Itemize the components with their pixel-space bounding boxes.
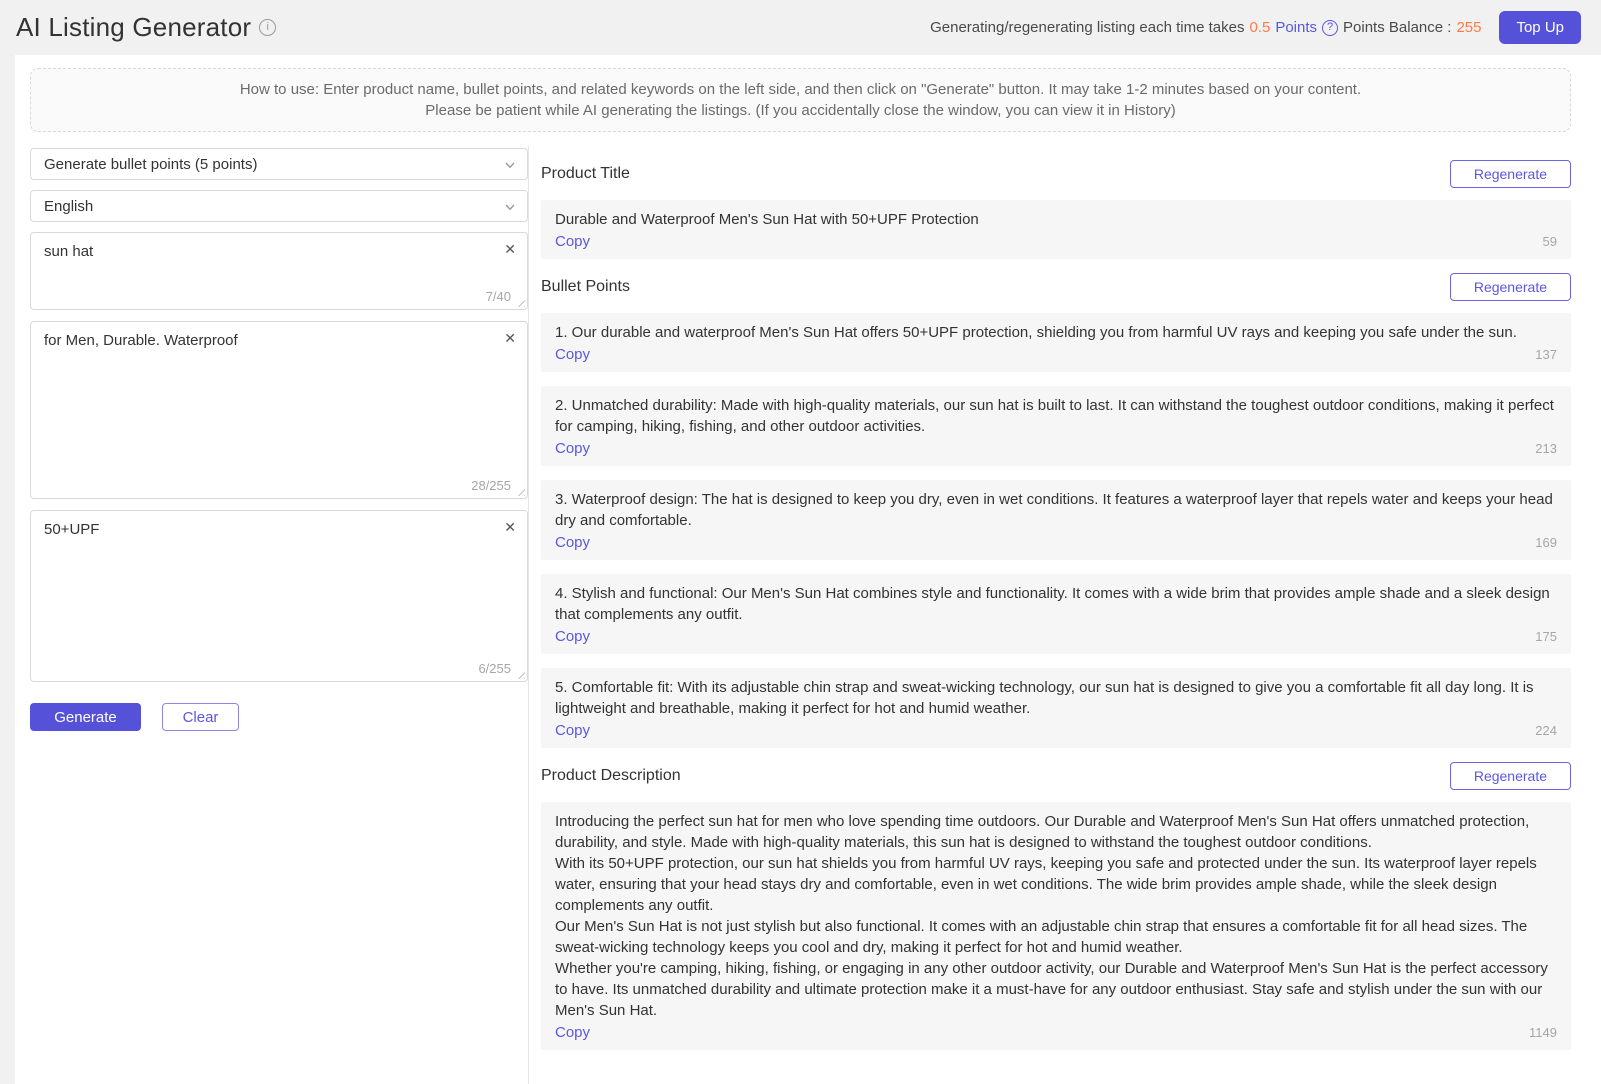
bullet-char-count: 224 — [1535, 723, 1557, 738]
results-panel — [528, 146, 1601, 1084]
char-counter: 28/255 — [471, 478, 511, 493]
points-cost-unit: Points — [1275, 19, 1318, 36]
language-select[interactable] — [30, 190, 528, 222]
bullet-char-count: 169 — [1535, 535, 1557, 550]
title-char-count: 59 — [1542, 234, 1557, 249]
product-name-input[interactable] — [31, 233, 527, 309]
copy-title-link[interactable]: Copy — [555, 233, 591, 250]
how-to-use-note — [30, 68, 1571, 132]
char-counter: 6/255 — [478, 661, 511, 676]
bullet-point-block — [541, 313, 1571, 372]
product-title-heading: Product Title — [541, 165, 630, 182]
top-up-button[interactable]: Top Up — [1499, 11, 1581, 44]
clear-button[interactable]: Clear — [162, 703, 239, 731]
clear-field-icon[interactable]: ✕ — [504, 241, 516, 257]
related-keywords-field — [30, 510, 528, 682]
regenerate-title-button[interactable]: Regenerate — [1450, 160, 1571, 188]
bullet-point-block — [541, 386, 1571, 466]
generation-type-select[interactable] — [30, 148, 528, 180]
generate-button[interactable]: Generate — [30, 703, 141, 731]
points-balance-value: 255 — [1456, 19, 1482, 36]
copy-bullet-link[interactable]: Copy — [555, 628, 591, 645]
bullet-char-count: 137 — [1535, 347, 1557, 362]
points-note — [930, 11, 1581, 44]
product-description-block — [541, 802, 1571, 1050]
points-balance-label: Points Balance : — [1343, 19, 1452, 36]
how-to-use-line2: Please be patient while AI generating the listings. (If you accidentally close the window, you can view it in History) — [425, 102, 1176, 119]
bullet-point-text: 1. Our durable and waterproof Men's Sun Hat offers 50+UPF protection, shielding you from harmful UV rays and keeping you safe under the sun. — [555, 324, 1517, 341]
product-title-block — [541, 200, 1571, 259]
bullet-keywords-input[interactable] — [31, 322, 527, 498]
generation-type-value: Generate bullet points (5 points) — [44, 155, 258, 173]
related-keywords-input[interactable] — [31, 511, 527, 681]
clear-field-icon[interactable]: ✕ — [504, 519, 516, 535]
points-note-text: Generating/regenerating listing each time takes — [930, 19, 1245, 36]
bullet-point-block — [541, 668, 1571, 748]
chevron-down-icon — [504, 201, 516, 213]
help-icon[interactable]: ? — [1322, 20, 1338, 36]
input-panel — [15, 146, 528, 1084]
copy-bullet-link[interactable]: Copy — [555, 440, 591, 457]
page-title: AI Listing Generator — [16, 12, 252, 42]
regenerate-bullets-button[interactable]: Regenerate — [1450, 273, 1571, 301]
info-icon[interactable]: i — [259, 19, 276, 36]
copy-bullet-link[interactable]: Copy — [555, 534, 591, 551]
bullet-point-block — [541, 480, 1571, 560]
bullet-keywords-field — [30, 321, 528, 499]
bullet-point-block — [541, 574, 1571, 654]
product-name-field — [30, 232, 528, 310]
bullet-point-text: 5. Comfortable fit: With its adjustable chin strap and sweat-wicking technology, our sun hat is designed to give you a comfortable fit all day long. It is lightweight and breathable, making it perfect for hot and humid weather. — [555, 679, 1534, 717]
bullet-point-text: 3. Waterproof design: The hat is designed to keep you dry, even in wet conditions. It features a waterproof layer that repels water and keeps your head dry and comfortable. — [555, 491, 1553, 529]
description-char-count: 1149 — [1529, 1025, 1557, 1040]
copy-bullet-link[interactable]: Copy — [555, 722, 591, 739]
product-title-text: Durable and Waterproof Men's Sun Hat with 50+UPF Protection — [555, 211, 979, 228]
top-bar — [0, 0, 1601, 55]
bullet-point-text: 2. Unmatched durability: Made with high-quality materials, our sun hat is built to last. It can withstand the toughest outdoor conditions, making it perfect for camping, hiking, fishing, and other outdoor activities. — [555, 397, 1554, 435]
chevron-down-icon — [504, 159, 516, 171]
bullet-char-count: 175 — [1535, 629, 1557, 644]
char-counter: 7/40 — [485, 289, 511, 304]
copy-bullet-link[interactable]: Copy — [555, 346, 591, 363]
points-cost: 0.5 — [1249, 19, 1271, 36]
main-card — [15, 55, 1601, 1084]
bullet-points-heading: Bullet Points — [541, 278, 630, 295]
language-value: English — [44, 197, 94, 215]
regenerate-description-button[interactable]: Regenerate — [1450, 762, 1571, 790]
copy-description-link[interactable]: Copy — [555, 1024, 591, 1041]
how-to-use-line1: How to use: Enter product name, bullet points, and related keywords on the left side, and then click on "Generate" button. It may take 1-2 minutes based on your content. — [239, 81, 1362, 98]
bullet-point-text: 4. Stylish and functional: Our Men's Sun Hat combines style and functionality. It comes with a wide brim that provides ample shade and a sleek design that complements any outfit. — [555, 585, 1550, 623]
description-paragraph: Introducing the perfect sun hat for men who love spending time outdoors. Our Durable and Waterproof Men's Sun Hat offers unmatched protection, durability, and style. Made with high-quality materials, this sun hat is designed to withstand the toughest outdoor conditions. — [555, 813, 1530, 851]
bullet-char-count: 213 — [1535, 441, 1557, 456]
description-paragraph: Our Men's Sun Hat is not just stylish but also functional. It comes with an adjustable chin strap that ensures a comfortable fit for all head sizes. The sweat-wicking technology keeps you cool and dry, making it perfect for hot and humid weather. — [555, 918, 1528, 956]
description-paragraph: Whether you're camping, hiking, fishing, or engaging in any other outdoor activity, our Durable and Waterproof Men's Sun Hat is the perfect accessory to have. Its unmatched durability and ultimate protection make it a must-have for any outdoor enthusiast. Stay safe and stylish under the sun with our Men's Sun Hat. — [555, 960, 1548, 1019]
description-paragraph: With its 50+UPF protection, our sun hat shields you from harmful UV rays, keeping you safe and protected under the sun. Its waterproof layer repels water, ensuring that your head stays dry and comfortable, even in wet conditions. The wide brim provides ample shade, while the sleek design complements any outfit. — [555, 855, 1537, 914]
product-description-heading: Product Description — [541, 767, 681, 784]
clear-field-icon[interactable]: ✕ — [504, 330, 516, 346]
